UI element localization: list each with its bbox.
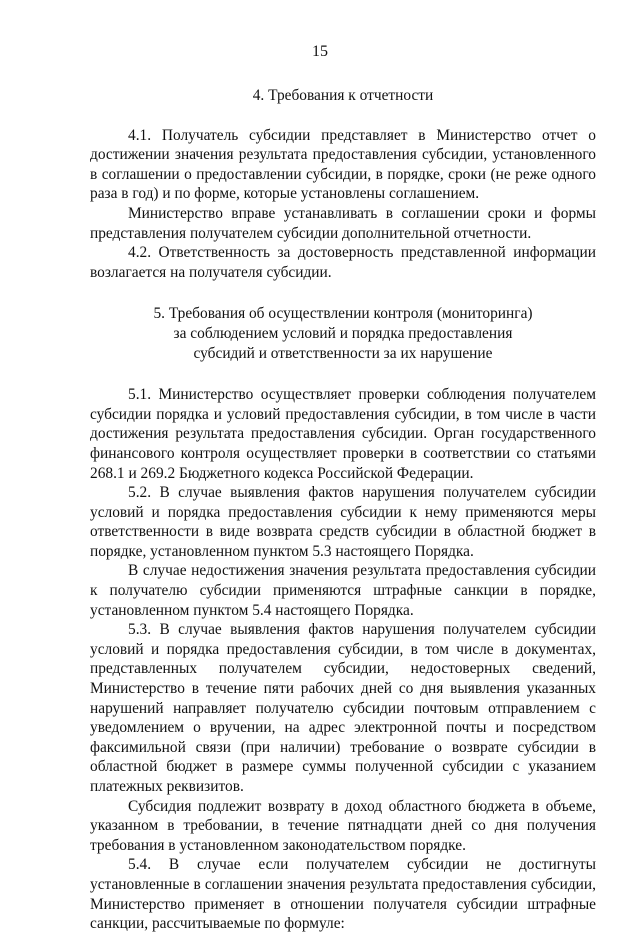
section-5-heading-line: 5. Требования об осуществлении контроля (мониторинга) (153, 305, 533, 323)
paragraph-5-2-cont: В случае недостижения значения результата предоставления субсидии к получателю субсидии применяются штрафные санкции в порядке, установленном пунктом 5.4 настоящего Порядка. (90, 562, 596, 619)
paragraph-4-1: 4.1. Получатель субсидии представляет в Министерство отчет о достижении значения результата предоставления субсидии, установленного в соглашении о предоставлении субсидии, в порядке, сроки (не реже одного раза в год) и по форме, которые установлены соглашением. (90, 126, 596, 203)
paragraph-5-2: 5.2. В случае выявления фактов нарушения получателем субсидии условий и порядка предоставления субсидии к нему применяются меры ответственности в виде возврата средств субсидии в областной бюджет в порядке, установленном пунктом 5.3 настоящего Порядка. (90, 484, 596, 560)
section-4-heading: 4. Требования к отчетности (252, 87, 434, 104)
section-5-heading-line: субсидий и ответственности за их нарушение (193, 344, 493, 362)
paragraph-5-4: 5.4. В случае если получателем субсидии не достигнуты установленные в соглашении значения результата предоставления субсидии, Министерство применяет в отношении получателя субсидии штрафные санкции, рассчитываемые по формуле: (90, 856, 596, 933)
section-5-heading-line: за соблюдением условий и порядка предоставления (173, 324, 513, 342)
paragraph-5-3-cont: Субсидия подлежит возврату в доход областного бюджета в объеме, указанном в требовании, в течение пятнадцати дней со дня получения требования в установленном законодательством порядке. (90, 797, 596, 854)
paragraph-4-1-cont: Министерство вправе устанавливать в соглашении сроки и формы представления получателем субсидии дополнительной отчетности. (90, 204, 596, 242)
page-number: 15 (312, 43, 328, 60)
paragraph-5-3: 5.3. В случае выявления фактов нарушения получателем субсидии условий и порядка предоставления субсидии, в том числе в документах, представленных получателем субсидии, недостоверных сведений, Министерство в течение пяти рабочих дней со дня выявления указанных нарушений направляет получателю субсидии почтовым отправлением с уведомлением о вручении, на адрес электронной почты и посредством факсимильной связи (при наличии) требование о возврате субсидии в областной бюджет в размере суммы полученной субсидии с указанием платежных реквизитов. (90, 621, 596, 795)
section-5-heading (90, 304, 596, 363)
document-body (90, 86, 596, 934)
paragraph-5-1: 5.1. Министерство осуществляет проверки соблюдения получателем субсидии порядка и условий предоставления субсидии, в том числе в части достижения результата предоставления субсидии. Орган государственного финансового контроля осуществляет проверки в соответствии со статьями 268.1 и 269.2 Бюджетного кодекса Российской Федерации. (90, 386, 596, 482)
paragraph-4-2: 4.2. Ответственность за достоверность представленной информации возлагается на получателя субсидии. (90, 244, 596, 281)
